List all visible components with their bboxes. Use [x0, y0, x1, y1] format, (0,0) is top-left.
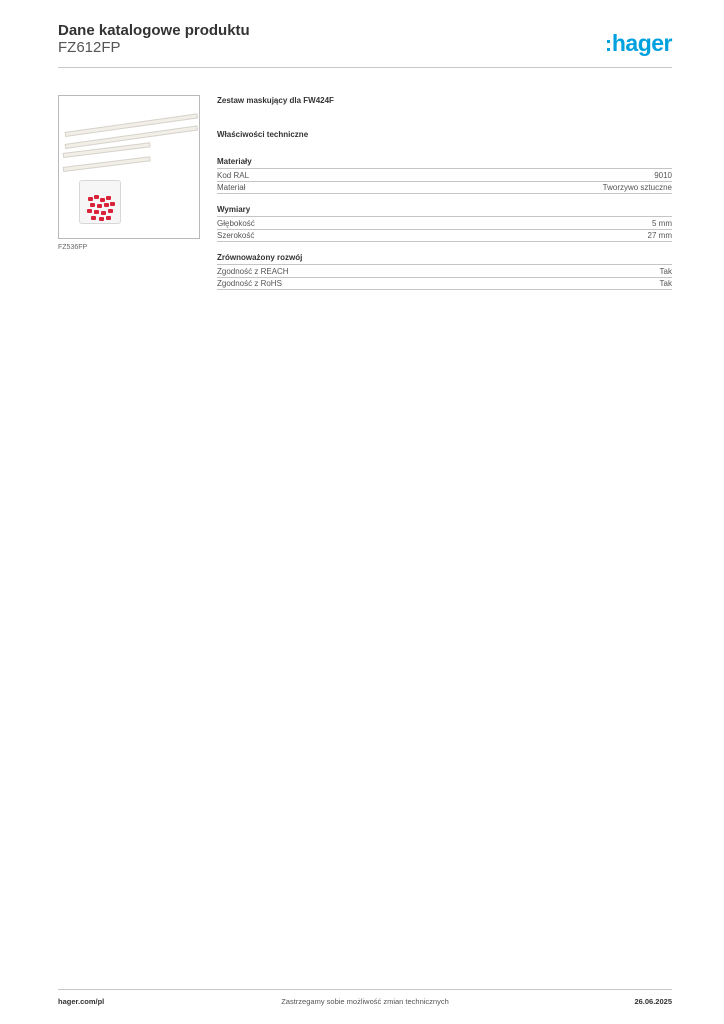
property-value: 27 mm [647, 231, 672, 240]
sustainability-group [217, 252, 672, 290]
property-table [217, 216, 672, 242]
property-value: 5 mm [652, 218, 672, 228]
property-value: Tak [659, 266, 672, 276]
document-title: Dane katalogowe produktu [58, 22, 250, 39]
property-value: Tworzywo sztuczne [602, 183, 672, 192]
clip [99, 217, 104, 221]
clip [87, 209, 92, 213]
footer-note: Zastrzegamy sobie możliwość zmian technicznych [281, 997, 449, 1006]
clip [101, 211, 106, 215]
materials-group [217, 156, 672, 194]
property-value: 9010 [654, 170, 672, 180]
clip [94, 210, 99, 214]
hager-logo [607, 30, 672, 57]
property-table [217, 264, 672, 290]
clip [104, 203, 109, 207]
group-heading: Materiały [217, 157, 252, 166]
dimensions-group [217, 204, 672, 242]
property-row [217, 181, 672, 194]
clip [106, 216, 111, 220]
group-heading: Zrównoważony rozwój [217, 253, 303, 262]
property-row [217, 277, 672, 290]
property-value: Tak [659, 279, 672, 288]
product-image [58, 95, 200, 239]
clip [97, 204, 102, 208]
clip [94, 195, 99, 199]
clip [108, 209, 113, 213]
footer-date: 26.06.2025 [634, 997, 672, 1006]
product-name: Zestaw maskujący dla FW424F [217, 96, 334, 105]
cover-strip [65, 113, 198, 137]
property-label: Głębokość [217, 218, 255, 228]
product-code: FZ612FP [58, 39, 121, 56]
property-label: Materiał [217, 183, 246, 192]
logo-dots-icon [607, 40, 610, 51]
clip [106, 196, 111, 200]
group-heading: Wymiary [217, 205, 251, 214]
property-row [217, 216, 672, 229]
clips-bag [79, 180, 121, 224]
logo-text: hager [611, 30, 672, 56]
cover-strip [63, 156, 151, 172]
header-divider [58, 67, 672, 68]
document-header [58, 22, 672, 68]
clip [90, 203, 95, 207]
clip [91, 216, 96, 220]
footer-link[interactable]: hager.com/pl [58, 997, 105, 1006]
image-caption: FZ536FP [58, 244, 88, 251]
property-label: Szerokość [217, 231, 255, 240]
property-row [217, 264, 672, 277]
property-table [217, 168, 672, 194]
property-label: Kod RAL [217, 170, 250, 180]
property-label: Zgodność z REACH [217, 266, 289, 276]
clip [110, 202, 115, 206]
document-footer [58, 997, 672, 1009]
footer-divider [58, 989, 672, 990]
property-row [217, 168, 672, 181]
property-label: Zgodność z RoHS [217, 279, 282, 288]
clip [88, 197, 93, 201]
property-row [217, 229, 672, 242]
product-details [217, 96, 672, 300]
technical-properties-heading: Właściwości techniczne [217, 130, 309, 139]
clip [100, 198, 105, 202]
